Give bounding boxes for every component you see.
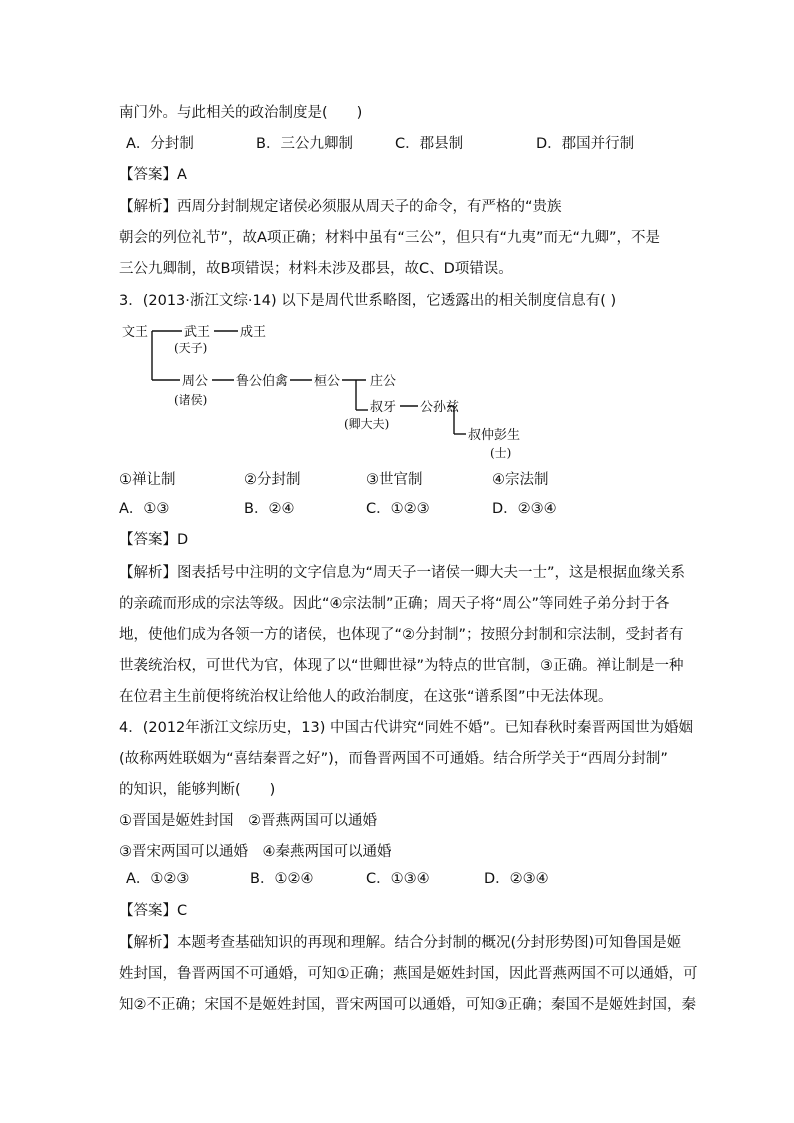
- q4-statements: ③晋宋两国可以通婚 ④秦燕两国可以通婚: [119, 844, 392, 860]
- q2-option-d: D．郡国并行制: [536, 136, 635, 152]
- q3-statement-2: ②分封制: [244, 472, 301, 488]
- label-tianzi: (天子): [174, 341, 208, 355]
- question-3-stem: 3．(2013·浙江文综·14) 以下是周代世系略图，它透露出的相关制度信息有( ): [119, 293, 617, 309]
- node-chengwang: 成王: [240, 325, 267, 340]
- node-luboqin: 鲁公伯禽: [236, 374, 289, 389]
- q3-explanation-line: 在位君主生前便将统治权让给他人的政治制度，在这张“谱系图”中无法体现。: [119, 689, 613, 705]
- q4-option-d: D．②③④: [484, 871, 549, 887]
- q3-explanation-line: 的亲疏而形成的宗法等级。因此“④宗法制”正确；周天子将“周公”等同姓子弟分封于各: [119, 596, 670, 612]
- label-zhuhou: (诸侯): [174, 393, 208, 407]
- q4-explanation-line: 姓封国，鲁晋两国不可通婚，可知①正确；燕国是姬姓封国，因此晋燕两国不可以通婚，可: [119, 966, 698, 982]
- label-qingdafu: (卿大夫): [344, 417, 390, 431]
- q3-statement-3: ③世官制: [366, 472, 423, 488]
- q3-statement-4: ④宗法制: [492, 472, 549, 488]
- node-wenwang: 文王: [122, 325, 149, 340]
- node-zhougong: 周公: [182, 374, 209, 389]
- question-4-stem: (故称两姓联姻为“喜结秦晋之好”)，而鲁晋两国不可通婚。结合所学关于“西周分封制”: [119, 751, 668, 767]
- q2-explanation-line: 【解析】西周分封制规定诸侯必须服从周天子的命令，有严格的“贵族: [119, 199, 562, 215]
- q3-option-a: A．①③: [119, 501, 170, 517]
- question-4-stem: 4．(2012年浙江文综历史，13) 中国古代讲究“同姓不婚”。已知春秋时秦晋两国世为婚姻: [119, 720, 694, 736]
- zhou-genealogy-diagram: [118, 316, 558, 466]
- q4-statements: ①晋国是姬姓封国 ②晋燕两国可以通婚: [119, 813, 377, 829]
- q3-explanation-line: 世袭统治权，可世代为官，体现了以“世卿世禄”为特点的世官制，③正确。禅让制是一种: [119, 658, 684, 674]
- q4-explanation-line: 【解析】本题考查基础知识的再现和理解。结合分封制的概况(分封形势图)可知鲁国是姬: [119, 935, 682, 951]
- q2-explanation-line: 三公九卿制，故B项错误；材料未涉及郡县，故C、D项错误。: [119, 261, 513, 277]
- q3-explanation-line: 【解析】图表括号中注明的文字信息为“周天子一诸侯一卿大夫一士”，这是根据血缘关系: [119, 565, 686, 581]
- node-zhuanggong: 庄公: [370, 374, 397, 389]
- q4-option-c: C．①③④: [366, 871, 430, 887]
- question-4-stem: 的知识，能够判断( ): [119, 782, 276, 798]
- q3-option-b: B．②④: [244, 501, 295, 517]
- node-gongsunzi: 公孙兹: [420, 400, 460, 415]
- q2-option-a: A．分封制: [126, 136, 194, 152]
- q4-answer: 【答案】C: [119, 903, 188, 919]
- q2-option-c: C．郡县制: [395, 136, 464, 152]
- q3-option-d: D．②③④: [492, 501, 557, 517]
- q4-option-b: B．①②④: [250, 871, 314, 887]
- q3-statement-1: ①禅让制: [119, 472, 176, 488]
- q2-option-b: B．三公九卿制: [256, 136, 353, 152]
- q3-explanation-line: 地，使他们成为各领一方的诸侯，也体现了“②分封制”；按照分封制和宗法制，受封者有: [119, 627, 684, 643]
- node-huangong: 桓公: [314, 374, 341, 389]
- question-2-stem-tail: 南门外。与此相关的政治制度是( ): [119, 105, 363, 121]
- node-shuya: 叔牙: [370, 400, 397, 415]
- q4-explanation-line: 知②不正确；宋国不是姬姓封国，晋宋两国可以通婚，可知③正确；秦国不是姬姓封国，秦: [119, 997, 696, 1013]
- q2-answer: 【答案】A: [119, 167, 187, 183]
- label-shi: (士): [490, 446, 512, 460]
- q3-option-c: C．①②③: [366, 501, 430, 517]
- q4-option-a: A．①②③: [126, 871, 190, 887]
- node-shuzhongpengsheng: 叔仲彭生: [468, 428, 521, 443]
- q2-explanation-line: 朝会的列位礼节”，故A项正确；材料中虽有“三公”，但只有“九夷”而无“九卿”，不是: [119, 230, 660, 246]
- q3-answer: 【答案】D: [119, 532, 189, 548]
- node-wuwang: 武王: [184, 325, 211, 340]
